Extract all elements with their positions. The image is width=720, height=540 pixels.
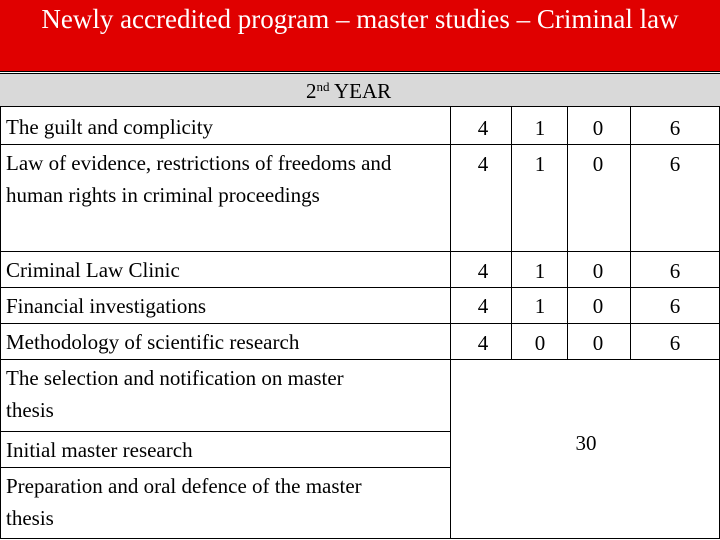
table-cell: 6 [669, 116, 681, 140]
table-cell: 0 [592, 259, 604, 283]
year-suffix: nd [316, 79, 330, 94]
row-divider [0, 144, 720, 145]
table-cell: 6 [669, 331, 681, 355]
thesis-credits-total: 30 [575, 431, 597, 455]
column-divider [567, 107, 568, 359]
subject-name-continued: human rights in criminal proceedings [6, 183, 320, 207]
year-word: YEAR [333, 79, 392, 103]
subject-name: The guilt and complicity [6, 115, 214, 139]
column-divider [450, 107, 451, 539]
subject-name-continued: thesis [6, 506, 54, 530]
page-title: Newly accredited program – master studies – Criminal law [0, 0, 720, 72]
year-header [0, 73, 720, 107]
table-cell: 1 [534, 116, 546, 140]
table-cell: 4 [477, 116, 489, 140]
year-number: 2 [306, 79, 317, 103]
table-cell: 1 [534, 152, 546, 176]
table-cell: 4 [477, 259, 489, 283]
table-cell: 0 [592, 294, 604, 318]
column-divider [511, 107, 512, 359]
table-cell: 4 [477, 331, 489, 355]
table-cell: 1 [534, 259, 546, 283]
table-cell: 4 [477, 294, 489, 318]
subject-name: Initial master research [6, 438, 193, 462]
row-divider [0, 323, 720, 324]
table-cell: 1 [534, 294, 546, 318]
table-cell: 0 [592, 116, 604, 140]
year-label [306, 79, 391, 104]
table-left-border [0, 107, 1, 539]
table-cell: 6 [669, 259, 681, 283]
table-cell: 0 [534, 331, 546, 355]
subject-name: Financial investigations [6, 294, 207, 318]
row-divider [0, 467, 450, 468]
subject-name: Criminal Law Clinic [6, 258, 180, 282]
table-cell: 4 [477, 152, 489, 176]
table-cell: 0 [592, 331, 604, 355]
subject-name: Preparation and oral defence of the master [6, 474, 362, 498]
row-divider [0, 359, 720, 360]
row-divider [0, 251, 720, 252]
column-divider [630, 107, 631, 359]
subject-name-continued: thesis [6, 398, 54, 422]
row-divider [0, 287, 720, 288]
row-divider [0, 431, 450, 432]
table-bottom-border [0, 538, 720, 539]
subject-name: Methodology of scientific research [6, 330, 300, 354]
subject-name: The selection and notification on master [6, 366, 344, 390]
table-cell: 6 [669, 294, 681, 318]
subject-name: Law of evidence, restrictions of freedoms and [6, 151, 392, 175]
table-cell: 6 [669, 152, 681, 176]
table-cell: 0 [592, 152, 604, 176]
